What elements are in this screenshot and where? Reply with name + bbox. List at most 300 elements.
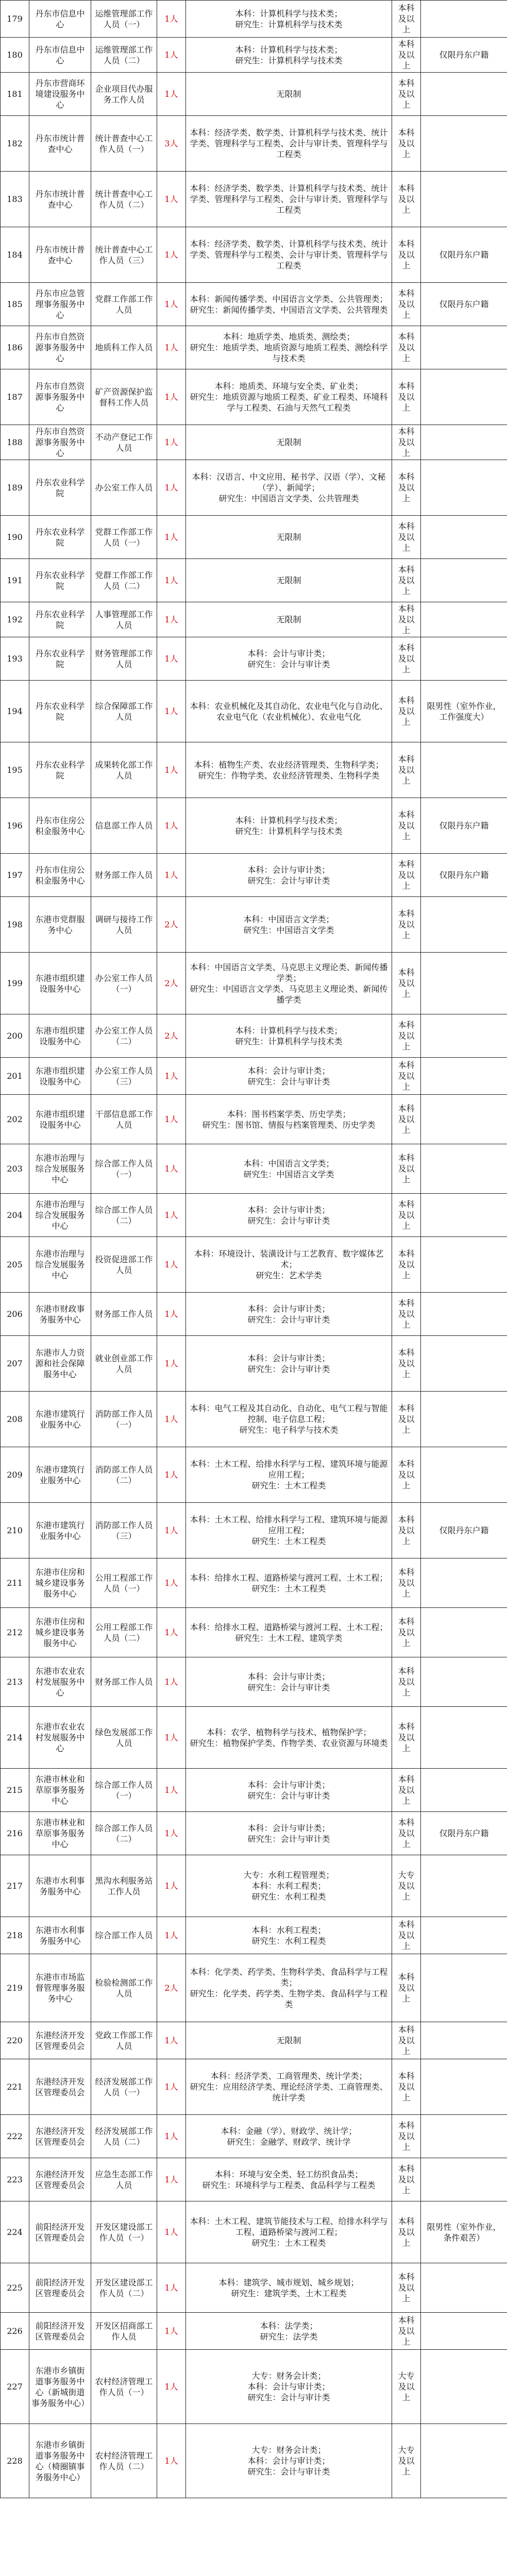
major-requirement: 大专：财务会计类； 本科：会计与审计类； 研究生：会计与审计类 xyxy=(186,2350,392,2424)
row-number: 216 xyxy=(1,1812,29,1855)
recruit-count: 1人 xyxy=(157,369,186,425)
row-number: 224 xyxy=(1,2201,29,2263)
row-number: 201 xyxy=(1,1058,29,1095)
recruit-count: 1人 xyxy=(157,172,186,227)
unit-name: 东港经济开发区管理委员会 xyxy=(29,2022,91,2059)
education-requirement: 本科及以上 xyxy=(392,1237,421,1293)
table-row xyxy=(1,2022,507,2059)
unit-name: 东港市治理与综合发展服务中心 xyxy=(29,1237,91,1293)
table-row xyxy=(1,2158,507,2201)
post-name: 统计普查中心工作人员（二） xyxy=(91,172,157,227)
unit-name: 丹东市住房公积金服务中心 xyxy=(29,854,91,897)
table-row xyxy=(1,2313,507,2350)
recruit-count: 1人 xyxy=(157,2424,186,2498)
recruit-count: 1人 xyxy=(157,2022,186,2059)
major-requirement: 无限制 xyxy=(186,516,392,559)
unit-name: 前阳经济开发区管理委员会 xyxy=(29,2263,91,2313)
row-number: 210 xyxy=(1,1503,29,1558)
post-name: 开发区招商部工作人员 xyxy=(91,2313,157,2350)
row-number: 207 xyxy=(1,1336,29,1392)
table-row xyxy=(1,2424,507,2498)
post-name: 运维管理部工作人员（一） xyxy=(91,1,157,38)
other-requirement xyxy=(421,2350,507,2424)
other-requirement xyxy=(421,2022,507,2059)
row-number: 193 xyxy=(1,637,29,681)
major-requirement: 本科：计算机科学与技术类； 研究生：计算机科学与技术类 xyxy=(186,798,392,854)
post-name: 绿色发展部工作人员 xyxy=(91,1707,157,1769)
recruit-count: 1人 xyxy=(157,1194,186,1237)
post-name: 综合部工作人员（二） xyxy=(91,1812,157,1855)
education-requirement: 本科及以上 xyxy=(392,602,421,637)
recruit-count: 1人 xyxy=(157,1,186,38)
education-requirement: 大专及以上 xyxy=(392,1855,421,1917)
major-requirement: 本科：环境与安全类、轻工纺织食品类； 研究生：环境科学与工程类、食品科学与工程类 xyxy=(186,2158,392,2201)
major-requirement: 无限制 xyxy=(186,602,392,637)
table-row xyxy=(1,1,507,38)
major-requirement: 本科：土木工程、建筑节能技术与工程、给排水科学与工程、道路桥梁与渡河工程； 研究生：土木工程类 xyxy=(186,2201,392,2263)
post-name: 办公室工作人员 xyxy=(91,460,157,516)
recruit-count: 1人 xyxy=(157,460,186,516)
education-requirement: 本科及以上 xyxy=(392,1293,421,1336)
other-requirement xyxy=(421,1237,507,1293)
major-requirement: 本科：金融（学）、财政学、统计学； 研究生：金融学、财政学、统计学 xyxy=(186,2115,392,2158)
recruit-count: 2人 xyxy=(157,1954,186,2022)
post-name: 消防部工作人员（一） xyxy=(91,1392,157,1447)
major-requirement: 本科：会计与审计类； 研究生：会计与审计类 xyxy=(186,1769,392,1812)
major-requirement: 本科：会计与审计类； 研究生：会计与审计类 xyxy=(186,1812,392,1855)
education-requirement: 本科及以上 xyxy=(392,1,421,38)
table-row xyxy=(1,1095,507,1144)
row-number: 198 xyxy=(1,897,29,953)
education-requirement: 本科及以上 xyxy=(392,116,421,172)
post-name: 财务管理部工作人员 xyxy=(91,637,157,681)
recruit-count: 1人 xyxy=(157,559,186,602)
other-requirement xyxy=(421,1,507,38)
major-requirement: 本科：地质类、环境与安全类、矿业类； 研究生：地质资源与地质工程类、矿业工程类、环境科学与工程类、石油与天然气工程类 xyxy=(186,369,392,425)
major-requirement: 本科：会计与审计类； 研究生：会计与审计类 xyxy=(186,854,392,897)
table-row xyxy=(1,2059,507,2115)
table-row xyxy=(1,1058,507,1095)
recruit-count: 1人 xyxy=(157,1608,186,1657)
post-name: 党群工作部工作人员（二） xyxy=(91,559,157,602)
row-number: 215 xyxy=(1,1769,29,1812)
education-requirement: 本科及以上 xyxy=(392,326,421,369)
post-name: 人事管理部工作人员 xyxy=(91,602,157,637)
major-requirement: 本科：计算机科学与技术类； 研究生：计算机科学与技术类 xyxy=(186,1,392,38)
table-row xyxy=(1,116,507,172)
table-row xyxy=(1,2350,507,2424)
education-requirement: 本科及以上 xyxy=(392,854,421,897)
education-requirement: 本科及以上 xyxy=(392,897,421,953)
major-requirement: 本科：经济学类、数学类、计算机科学与技术类、统计学类、管理科学与工程类、会计与审计类、管理科学与工程类 xyxy=(186,116,392,172)
post-name: 办公室工作人员（二） xyxy=(91,1014,157,1058)
table-row xyxy=(1,1954,507,2022)
unit-name: 丹东农业科学院 xyxy=(29,742,91,798)
post-name: 公用工程部工作人员（二） xyxy=(91,1608,157,1657)
recruit-count: 1人 xyxy=(157,2263,186,2313)
table-row xyxy=(1,897,507,953)
post-name: 综合部工作人员（一） xyxy=(91,1144,157,1194)
post-name: 农村经济管理工作人员（一） xyxy=(91,2350,157,2424)
education-requirement: 本科及以上 xyxy=(392,369,421,425)
recruit-count: 2人 xyxy=(157,897,186,953)
table-row xyxy=(1,73,507,116)
post-name: 综合部工作人员（二） xyxy=(91,1194,157,1237)
unit-name: 前阳经济开发区管理委员会 xyxy=(29,2201,91,2263)
row-number: 190 xyxy=(1,516,29,559)
recruit-count: 1人 xyxy=(157,2313,186,2350)
other-requirement xyxy=(421,1447,507,1503)
table-row xyxy=(1,637,507,681)
unit-name: 丹东农业科学院 xyxy=(29,559,91,602)
major-requirement: 本科：农业机械化及其自动化、农业电气化与自动化、农业电气化（农业机械化）、农业电气化 xyxy=(186,681,392,742)
table-row xyxy=(1,1707,507,1769)
education-requirement: 本科及以上 xyxy=(392,1095,421,1144)
post-name: 调研与接待工作人员 xyxy=(91,897,157,953)
education-requirement: 本科及以上 xyxy=(392,681,421,742)
other-requirement xyxy=(421,1095,507,1144)
unit-name: 丹东市统计普查中心 xyxy=(29,116,91,172)
row-number: 204 xyxy=(1,1194,29,1237)
unit-name: 东港市党群服务中心 xyxy=(29,897,91,953)
post-name: 经济发展部工作人员（一） xyxy=(91,2059,157,2115)
recruit-count: 1人 xyxy=(157,2350,186,2424)
recruit-count: 1人 xyxy=(157,1707,186,1769)
recruit-count: 1人 xyxy=(157,854,186,897)
recruit-count: 2人 xyxy=(157,953,186,1014)
education-requirement: 本科及以上 xyxy=(392,798,421,854)
recruit-count: 1人 xyxy=(157,1769,186,1812)
post-name: 企业项目代办服务工作人员 xyxy=(91,73,157,116)
major-requirement: 本科：植物生产类、农业经济管理类、生物科学类； 研究生：作物学类、农业经济管理类、生物科学类 xyxy=(186,742,392,798)
row-number: 221 xyxy=(1,2059,29,2115)
row-number: 184 xyxy=(1,227,29,283)
other-requirement xyxy=(421,1558,507,1608)
recruit-count: 1人 xyxy=(157,1293,186,1336)
major-requirement: 本科：汉语言、中文应用、秘书学、汉语（学）、文秘（学）、新闻学； 研究生：中国语言文学类、公共管理类 xyxy=(186,460,392,516)
post-name: 信息部工作人员 xyxy=(91,798,157,854)
other-requirement xyxy=(421,73,507,116)
table-row xyxy=(1,1917,507,1954)
unit-name: 东港市建筑行业服务中心 xyxy=(29,1447,91,1503)
post-name: 开发区建设部工作人员（一） xyxy=(91,2201,157,2263)
education-requirement: 本科及以上 xyxy=(392,1144,421,1194)
unit-name: 东港市乡镇街道事务服务中心（新城街道事务服务中心） xyxy=(29,2350,91,2424)
unit-name: 丹东市统计普查中心 xyxy=(29,172,91,227)
major-requirement: 本科：给排水工程、道路桥梁与渡河工程、土木工程； 研究生：土木工程、建筑学类 xyxy=(186,1608,392,1657)
education-requirement: 本科及以上 xyxy=(392,283,421,326)
other-requirement xyxy=(421,1769,507,1812)
major-requirement: 大专：财务会计类； 本科：会计与审计类； 研究生：会计与审计类 xyxy=(186,2424,392,2498)
major-requirement: 本科：计算机科学与技术类； 研究生：计算机科学与技术类 xyxy=(186,38,392,73)
unit-name: 丹东市自然资源事务服务中心 xyxy=(29,425,91,460)
unit-name: 东港市组织建设服务中心 xyxy=(29,1095,91,1144)
row-number: 209 xyxy=(1,1447,29,1503)
other-requirement xyxy=(421,742,507,798)
recruit-count: 1人 xyxy=(157,2158,186,2201)
unit-name: 东港市建筑行业服务中心 xyxy=(29,1392,91,1447)
education-requirement: 本科及以上 xyxy=(392,953,421,1014)
education-requirement: 本科及以上 xyxy=(392,637,421,681)
other-requirement xyxy=(421,1014,507,1058)
unit-name: 东港市人力资源和社会保障服务中心 xyxy=(29,1336,91,1392)
post-name: 财务部工作人员 xyxy=(91,1657,157,1707)
other-requirement xyxy=(421,516,507,559)
unit-name: 东港经济开发区管理委员会 xyxy=(29,2158,91,2201)
education-requirement: 本科及以上 xyxy=(392,2263,421,2313)
post-name: 运维管理部工作人员（二） xyxy=(91,38,157,73)
other-requirement: 仅限丹东户籍 xyxy=(421,1503,507,1558)
recruit-count: 1人 xyxy=(157,1095,186,1144)
post-name: 不动产登记工作人员 xyxy=(91,425,157,460)
major-requirement: 本科：水利工程类； 研究生：水利工程类 xyxy=(186,1917,392,1954)
post-name: 综合部工作人员 xyxy=(91,1917,157,1954)
row-number: 214 xyxy=(1,1707,29,1769)
row-number: 213 xyxy=(1,1657,29,1707)
education-requirement: 本科及以上 xyxy=(392,1392,421,1447)
table-row xyxy=(1,2201,507,2263)
row-number: 218 xyxy=(1,1917,29,1954)
education-requirement: 本科及以上 xyxy=(392,38,421,73)
education-requirement: 本科及以上 xyxy=(392,1769,421,1812)
unit-name: 丹东市统计普查中心 xyxy=(29,227,91,283)
row-number: 181 xyxy=(1,73,29,116)
education-requirement: 本科及以上 xyxy=(392,425,421,460)
other-requirement: 仅限丹东户籍 xyxy=(421,227,507,283)
unit-name: 东港市林业和草原事务服务中心 xyxy=(29,1769,91,1812)
recruit-count: 2人 xyxy=(157,1014,186,1058)
major-requirement: 本科：地质学类、地质类、测绘类； 研究生：地质学类、地质资源与地质工程类、测绘科学与技术类 xyxy=(186,326,392,369)
post-name: 党政工作部工作人员 xyxy=(91,2022,157,2059)
education-requirement: 本科及以上 xyxy=(392,2313,421,2350)
recruit-count: 1人 xyxy=(157,283,186,326)
major-requirement: 本科：土木工程、给排水科学与工程、建筑环境与能源应用工程； 研究生：土木工程类 xyxy=(186,1503,392,1558)
table-row xyxy=(1,1237,507,1293)
post-name: 统计普查中心工作人员（三） xyxy=(91,227,157,283)
major-requirement: 本科：经济学类、数学类、计算机科学与技术类、统计学类、管理科学与工程类、会计与审计类、管理科学与工程类 xyxy=(186,227,392,283)
education-requirement: 本科及以上 xyxy=(392,2115,421,2158)
unit-name: 东港经济开发区管理委员会 xyxy=(29,2059,91,2115)
unit-name: 丹东农业科学院 xyxy=(29,637,91,681)
row-number: 227 xyxy=(1,2350,29,2424)
other-requirement xyxy=(421,2263,507,2313)
recruit-count: 1人 xyxy=(157,326,186,369)
table-row xyxy=(1,1855,507,1917)
other-requirement xyxy=(421,1954,507,2022)
row-number: 208 xyxy=(1,1392,29,1447)
education-requirement: 本科及以上 xyxy=(392,460,421,516)
other-requirement xyxy=(421,559,507,602)
recruit-count: 1人 xyxy=(157,516,186,559)
major-requirement: 本科：给排水工程、道路桥梁与渡河工程、土木工程； 研究生：土木工程类 xyxy=(186,1558,392,1608)
row-number: 185 xyxy=(1,283,29,326)
recruit-count: 1人 xyxy=(157,1503,186,1558)
other-requirement xyxy=(421,116,507,172)
post-name: 办公室工作人员（三） xyxy=(91,1058,157,1095)
row-number: 199 xyxy=(1,953,29,1014)
recruit-count: 1人 xyxy=(157,1917,186,1954)
other-requirement: 限男性（室外作业，工作强度大） xyxy=(421,681,507,742)
recruit-count: 1人 xyxy=(157,73,186,116)
recruit-count: 1人 xyxy=(157,1558,186,1608)
table-row xyxy=(1,602,507,637)
row-number: 189 xyxy=(1,460,29,516)
education-requirement: 本科及以上 xyxy=(392,1657,421,1707)
education-requirement: 本科及以上 xyxy=(392,1447,421,1503)
row-number: 219 xyxy=(1,1954,29,2022)
unit-name: 东港市治理与综合发展服务中心 xyxy=(29,1194,91,1237)
row-number: 186 xyxy=(1,326,29,369)
major-requirement: 本科：经济学类、工商管理类、统计学类； 研究生：应用经济学类、理论经济学类、工商管理类、统计学类 xyxy=(186,2059,392,2115)
unit-name: 东港市市场监督管理事务服务中心 xyxy=(29,1954,91,2022)
unit-name: 东港市农业农村发展服务中心 xyxy=(29,1657,91,1707)
other-requirement xyxy=(421,1608,507,1657)
post-name: 公用工程部工作人员（一） xyxy=(91,1558,157,1608)
other-requirement xyxy=(421,1144,507,1194)
education-requirement: 本科及以上 xyxy=(392,2022,421,2059)
unit-name: 东港市乡镇街道事务服务中心（椅圈镇事务服务中心） xyxy=(29,2424,91,2498)
major-requirement: 本科：土木工程、给排水科学与工程、建筑环境与能源应用工程； 研究生：土木工程类 xyxy=(186,1447,392,1503)
other-requirement: 仅限丹东户籍 xyxy=(421,283,507,326)
unit-name: 丹东农业科学院 xyxy=(29,602,91,637)
row-number: 188 xyxy=(1,425,29,460)
recruit-count: 1人 xyxy=(157,1392,186,1447)
other-requirement xyxy=(421,425,507,460)
row-number: 212 xyxy=(1,1608,29,1657)
post-name: 综合部工作人员（一） xyxy=(91,1769,157,1812)
other-requirement: 仅限丹东户籍 xyxy=(421,1812,507,1855)
major-requirement: 本科：中国语言文学类、马克思主义理论类、新闻传播学类； 研究生：中国语言文学类、马克思主义理论类、新闻传播学类 xyxy=(186,953,392,1014)
major-requirement: 本科：会计与审计类； 研究生：会计与审计类 xyxy=(186,637,392,681)
other-requirement xyxy=(421,2424,507,2498)
row-number: 222 xyxy=(1,2115,29,2158)
table-row xyxy=(1,172,507,227)
education-requirement: 本科及以上 xyxy=(392,1558,421,1608)
major-requirement: 本科：会计与审计类； 研究生：会计与审计类 xyxy=(186,1194,392,1237)
recruit-count: 1人 xyxy=(157,798,186,854)
education-requirement: 本科及以上 xyxy=(392,172,421,227)
major-requirement: 本科：农学、植物科学与技术、植物保护学； 研究生：植物保护学类、作物学类、农业资源与环境类 xyxy=(186,1707,392,1769)
table-row xyxy=(1,1447,507,1503)
unit-name: 东港市住房和城乡建设事务服务中心 xyxy=(29,1608,91,1657)
table-row xyxy=(1,953,507,1014)
recruit-count: 1人 xyxy=(157,38,186,73)
post-name: 党群工作部工作人员 xyxy=(91,283,157,326)
row-number: 228 xyxy=(1,2424,29,2498)
unit-name: 东港市农业农村发展服务中心 xyxy=(29,1707,91,1769)
other-requirement xyxy=(421,2313,507,2350)
table-row xyxy=(1,460,507,516)
post-name: 投资促进部工作人员 xyxy=(91,1237,157,1293)
unit-name: 前阳经济开发区管理委员会 xyxy=(29,2313,91,2350)
post-name: 综合保障部工作人员 xyxy=(91,681,157,742)
other-requirement: 限男性（室外作业，条件艰苦） xyxy=(421,2201,507,2263)
other-requirement xyxy=(421,2059,507,2115)
recruit-count: 1人 xyxy=(157,2059,186,2115)
other-requirement xyxy=(421,637,507,681)
major-requirement: 本科：中国语言文学类； 研究生：中国语言文学类 xyxy=(186,897,392,953)
table-row xyxy=(1,1144,507,1194)
unit-name: 东港市组织建设服务中心 xyxy=(29,1058,91,1095)
table-row xyxy=(1,854,507,897)
major-requirement: 本科：会计与审计类； 研究生：会计与审计类 xyxy=(186,1657,392,1707)
major-requirement: 无限制 xyxy=(186,2022,392,2059)
row-number: 203 xyxy=(1,1144,29,1194)
education-requirement: 本科及以上 xyxy=(392,1014,421,1058)
unit-name: 丹东农业科学院 xyxy=(29,516,91,559)
unit-name: 丹东市应急管理事务服务中心 xyxy=(29,283,91,326)
row-number: 197 xyxy=(1,854,29,897)
unit-name: 东港市林业和草原事务服务中心 xyxy=(29,1812,91,1855)
row-number: 226 xyxy=(1,2313,29,2350)
recruit-count: 1人 xyxy=(157,425,186,460)
table-row xyxy=(1,1769,507,1812)
table-row xyxy=(1,326,507,369)
row-number: 223 xyxy=(1,2158,29,2201)
other-requirement xyxy=(421,1336,507,1392)
recruit-count: 1人 xyxy=(157,2201,186,2263)
other-requirement xyxy=(421,1707,507,1769)
unit-name: 丹东市信息中心 xyxy=(29,1,91,38)
post-name: 农村经济管理工作人员（二） xyxy=(91,2424,157,2498)
table-row xyxy=(1,283,507,326)
major-requirement: 本科：经济学类、数学类、计算机科学与技术类、统计学类、管理科学与工程类、会计与审计类、管理科学与工程类 xyxy=(186,172,392,227)
table-row xyxy=(1,1392,507,1447)
other-requirement xyxy=(421,1657,507,1707)
education-requirement: 本科及以上 xyxy=(392,1954,421,2022)
table-row xyxy=(1,227,507,283)
post-name: 经济发展部工作人员（二） xyxy=(91,2115,157,2158)
post-name: 消防部工作人员（三） xyxy=(91,1503,157,1558)
major-requirement: 本科：环境设计、装潢设计与工艺教育、数字媒体艺术； 研究生：艺术学类 xyxy=(186,1237,392,1293)
post-name: 应急生态部工作人员 xyxy=(91,2158,157,2201)
education-requirement: 本科及以上 xyxy=(392,73,421,116)
other-requirement xyxy=(421,326,507,369)
major-requirement: 本科：化学类、药学类、生物科学类、食品科学与工程类； 研究生：化学类、药学类、生物学类、食品科学与工程类 xyxy=(186,1954,392,2022)
table-row xyxy=(1,2263,507,2313)
major-requirement: 无限制 xyxy=(186,425,392,460)
unit-name: 丹东市营商环境建设服务中心 xyxy=(29,73,91,116)
unit-name: 东港市水利事务服务中心 xyxy=(29,1917,91,1954)
unit-name: 东港市建筑行业服务中心 xyxy=(29,1503,91,1558)
other-requirement: 仅限丹东户籍 xyxy=(421,854,507,897)
post-name: 矿产资源保护监督科工作人员 xyxy=(91,369,157,425)
unit-name: 东港市住房和城乡建设事务服务中心 xyxy=(29,1558,91,1608)
row-number: 182 xyxy=(1,116,29,172)
other-requirement: 仅限丹东户籍 xyxy=(421,38,507,73)
education-requirement: 本科及以上 xyxy=(392,1058,421,1095)
recruit-count: 1人 xyxy=(157,1657,186,1707)
post-name: 统计普查中心工作人员（一） xyxy=(91,116,157,172)
row-number: 211 xyxy=(1,1558,29,1608)
education-requirement: 本科及以上 xyxy=(392,742,421,798)
recruit-count: 1人 xyxy=(157,1447,186,1503)
unit-name: 东港市组织建设服务中心 xyxy=(29,1014,91,1058)
table-row xyxy=(1,798,507,854)
post-name: 党群工作部工作人员（一） xyxy=(91,516,157,559)
table-row xyxy=(1,369,507,425)
table-row xyxy=(1,516,507,559)
recruit-count: 1人 xyxy=(157,1336,186,1392)
row-number: 196 xyxy=(1,798,29,854)
row-number: 205 xyxy=(1,1237,29,1293)
post-name: 地质科工作人员 xyxy=(91,326,157,369)
table-row xyxy=(1,1336,507,1392)
major-requirement: 本科：计算机科学与技术类； 研究生：计算机科学与技术类 xyxy=(186,1014,392,1058)
major-requirement: 大专：水利工程管理类； 本科：水利工程类； 研究生：水利工程类 xyxy=(186,1855,392,1917)
other-requirement: 仅限丹东户籍 xyxy=(421,798,507,854)
major-requirement: 无限制 xyxy=(186,73,392,116)
